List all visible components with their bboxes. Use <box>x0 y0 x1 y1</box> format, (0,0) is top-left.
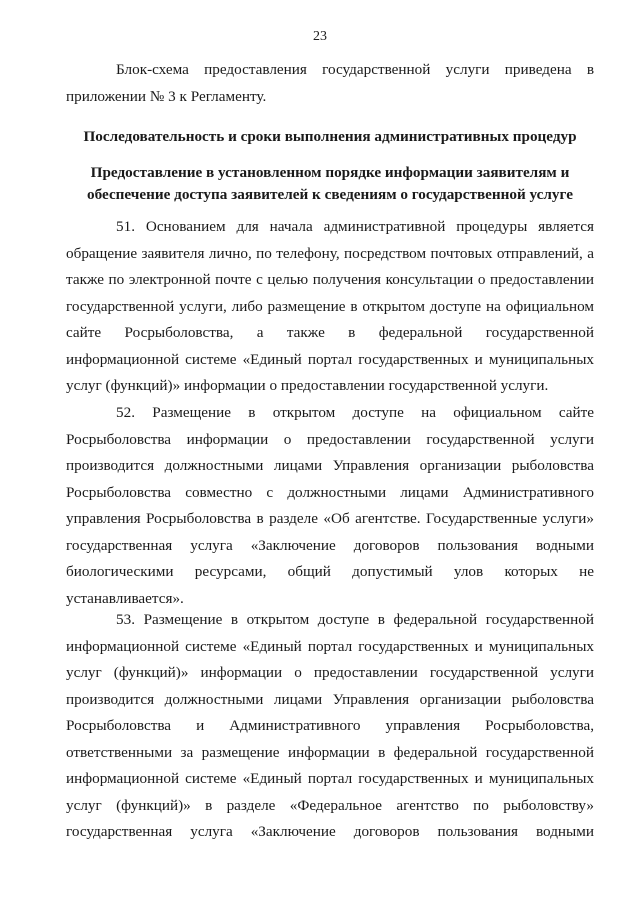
intro-line: приложении № 3 к Регламенту. <box>66 87 267 105</box>
paragraph-line: Росрыболовства совместно с должностными лицами Административного <box>66 483 594 501</box>
paragraph-line: сайте Росрыболовства, а также в федеральной государственной <box>66 324 594 341</box>
paragraph-line: биологическими ресурсами, общий допустимый улов которых не <box>66 563 594 580</box>
paragraph-line: информационной системе «Единый портал государственных и муниципальных <box>66 350 594 368</box>
paragraph-line: информационной системе «Единый портал государственных и муниципальных <box>66 637 594 655</box>
subsection-heading <box>66 162 594 206</box>
intro-line: Блок-схема предоставления государственной услуги приведена в <box>116 61 594 78</box>
subsection-heading-line: обеспечение доступа заявителей к сведениям о государственной услуге <box>87 186 573 203</box>
paragraph-line: 51. Основанием для начала административной процедуры является <box>116 218 594 235</box>
section-heading <box>66 126 594 148</box>
paragraph-line: услуг (функций)» информации о предоставлении государственной услуги <box>66 664 594 681</box>
section-heading-line: Последовательность и сроки выполнения административных процедур <box>83 128 577 145</box>
paragraph-52 <box>66 400 594 612</box>
paragraph-line: Росрыболовства информации о предоставлении государственной услуги <box>66 430 594 448</box>
paragraph-line: также по электронной почте с целью получения консультации о предоставлении <box>66 271 594 288</box>
subsection-heading-line: Предоставление в установленном порядке информации заявителям и <box>90 164 570 181</box>
paragraph-53 <box>66 607 594 846</box>
paragraph-line: информационной системе «Единый портал государственных и муниципальных <box>66 770 594 787</box>
paragraph-line: производится должностными лицами Управления организации рыболовства <box>66 457 594 474</box>
paragraph-line: 52. Размещение в открытом доступе на официальном сайте <box>116 404 594 421</box>
paragraph-line: устанавливается». <box>66 589 184 607</box>
page-number: 23 <box>313 29 327 44</box>
paragraph-line: производится должностными лицами Управления организации рыболовства <box>66 690 594 708</box>
paragraph-line: Росрыболовства и Административного управления Росрыболовства, <box>66 717 594 734</box>
paragraph-line: ответственными за размещение информации в федеральной государственной <box>66 743 594 761</box>
paragraph-line: государственной услуги, либо размещение в открытом доступе на официальном <box>66 297 594 315</box>
paragraph-line: государственная услуга «Заключение договоров пользования водными <box>66 823 594 840</box>
paragraph-line: 53. Размещение в открытом доступе в федеральной государственной <box>116 611 594 628</box>
paragraph-line: управления Росрыболовства в разделе «Об агентстве. Государственные услуги» <box>66 510 594 527</box>
intro-paragraph <box>66 57 594 110</box>
paragraph-line: услуг (функций)» информации о предоставлении государственной услуги. <box>66 377 549 394</box>
paragraph-51 <box>66 214 594 400</box>
paragraph-line: обращение заявителя лично, по телефону, посредством почтовых отправлений, а <box>66 244 594 262</box>
paragraph-line: государственная услуга «Заключение договоров пользования водными <box>66 536 594 554</box>
paragraph-line: услуг (функций)» в разделе «Федеральное агентство по рыболовству» <box>66 796 594 814</box>
